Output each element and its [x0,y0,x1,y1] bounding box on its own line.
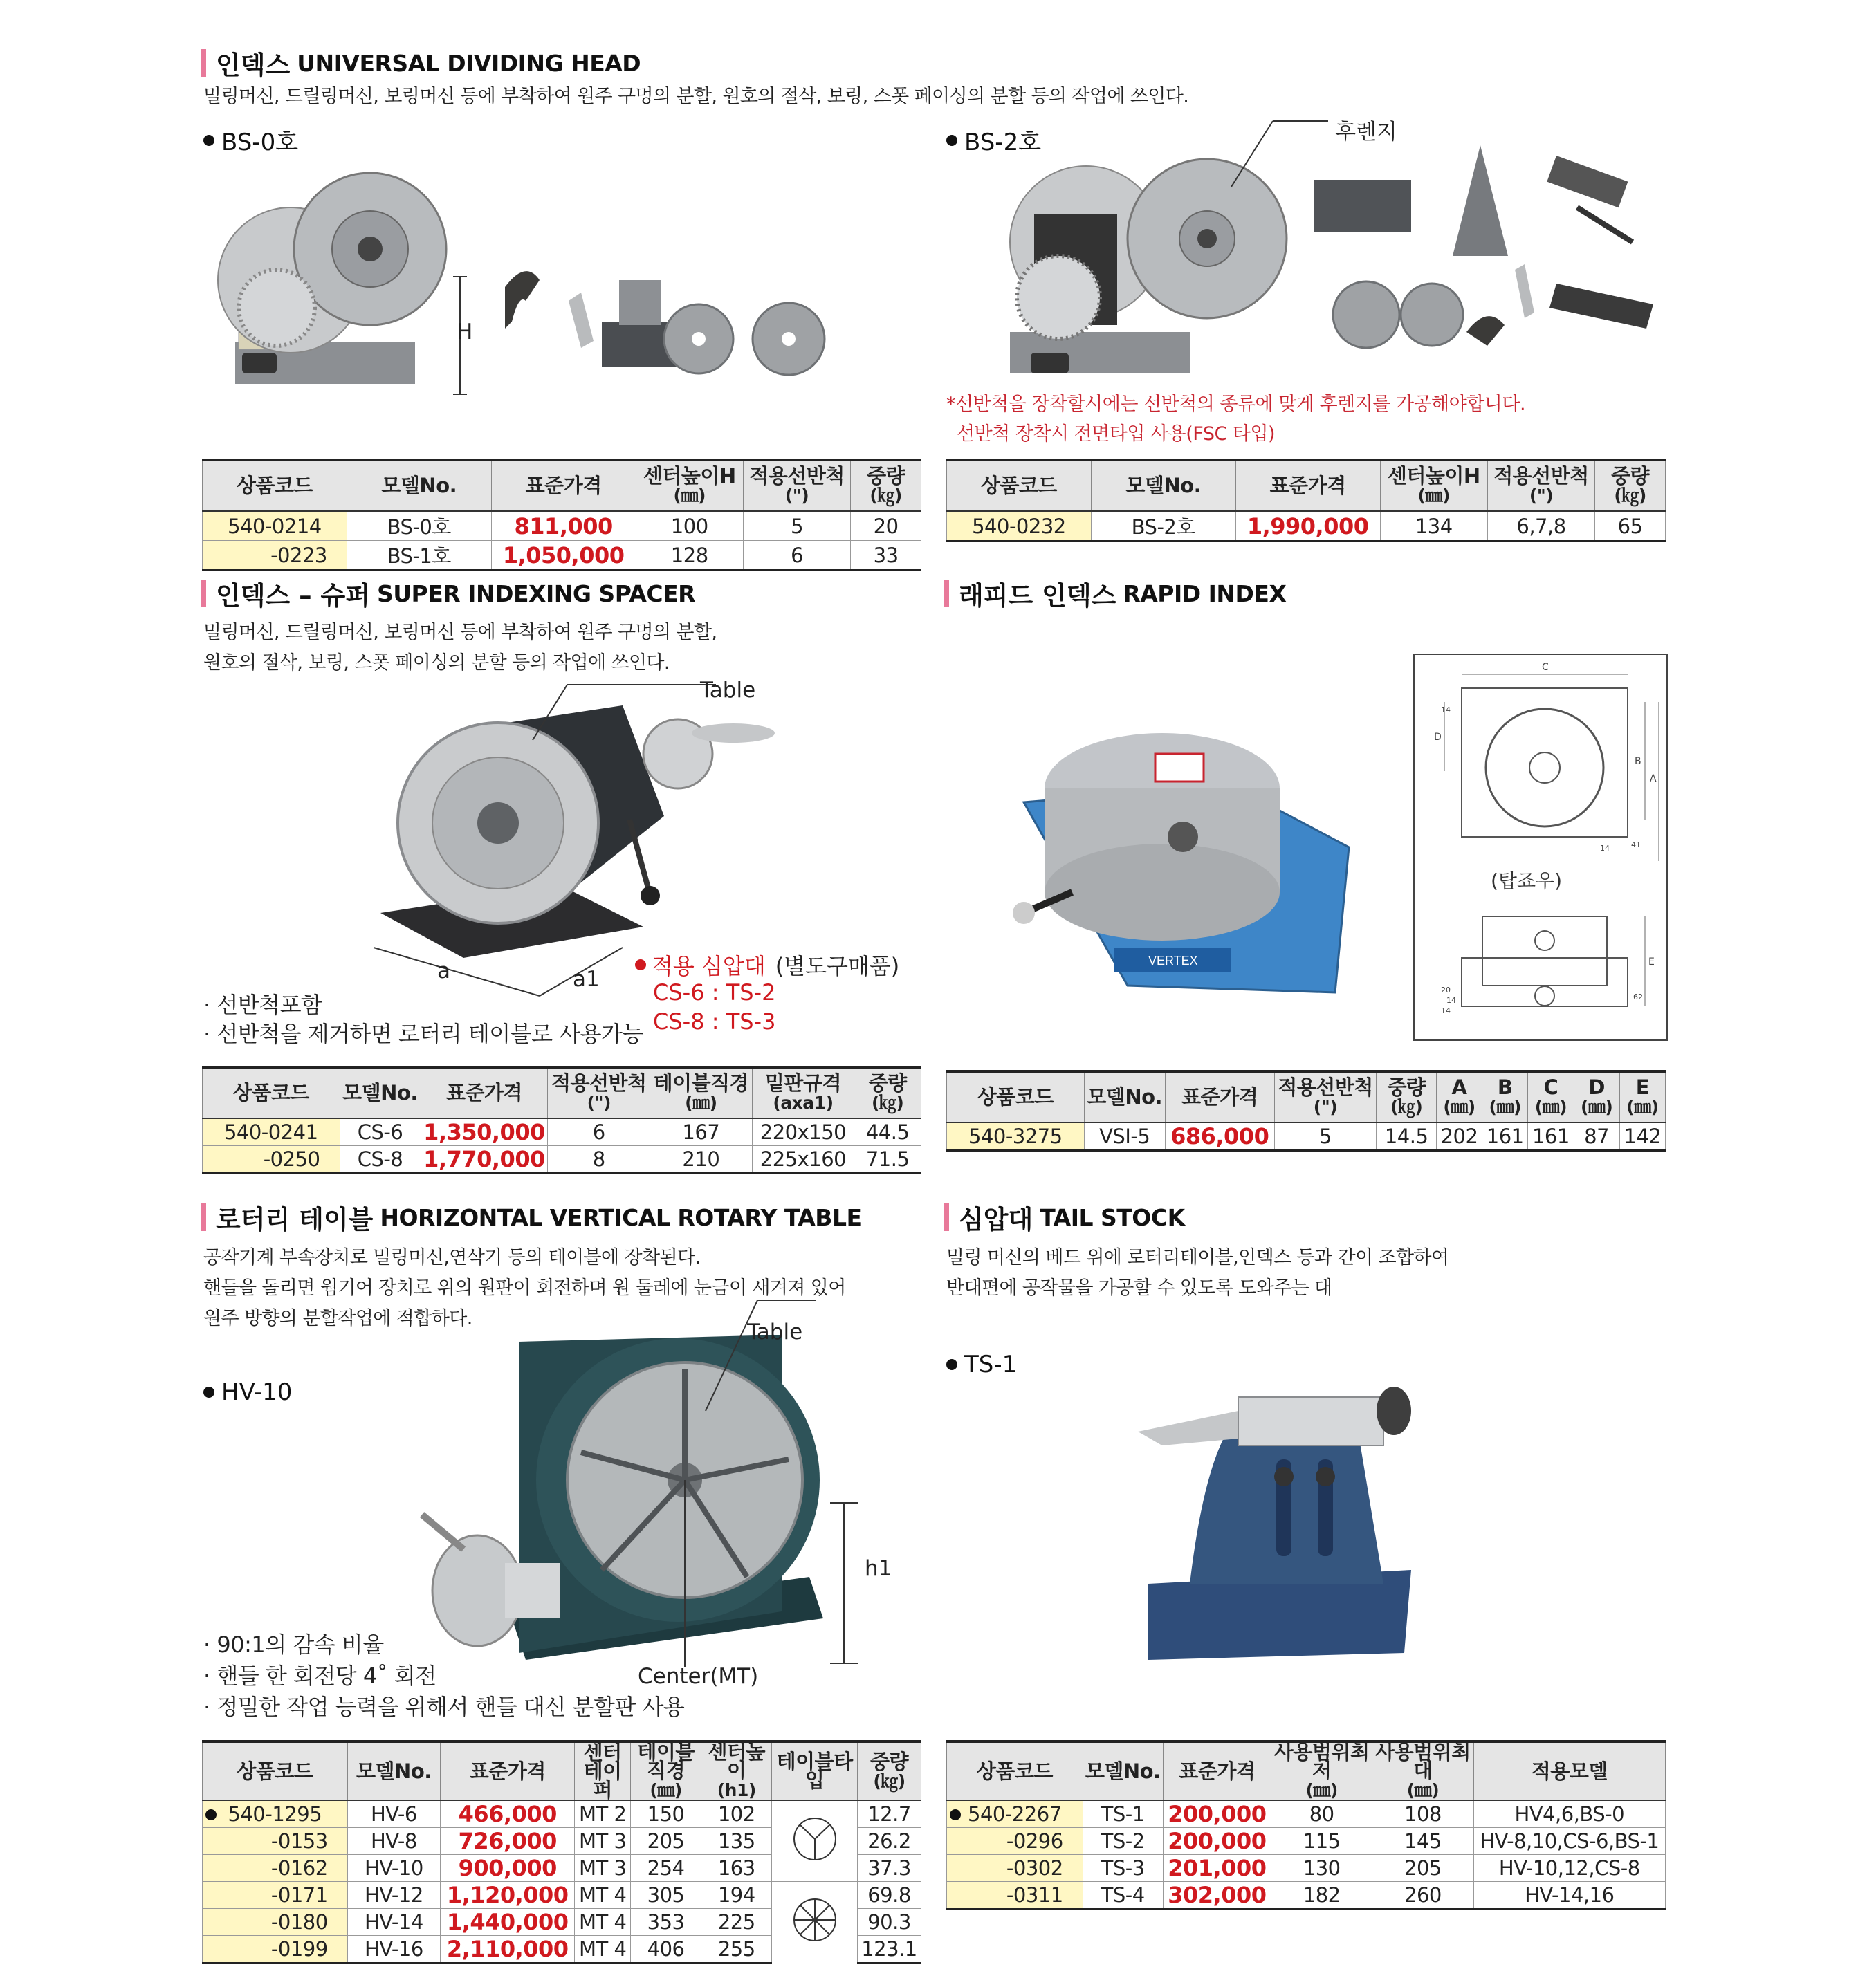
section-description: 밀링 머신의 베드 위에 로터리테이블,인덱스 등과 간이 조합하여 [946,1247,1449,1268]
bullet-dot-icon [950,1809,961,1820]
spec-table-hv: 상품코드 모델No. 표준가격 센터 테이퍼 테이블직경 (㎜) 센터높이 (h1) 테이블타입 중량 (㎏) 540-1295 HV-6 466,000 MT 2 150 102 12.7 -0153 HV-8 726,000 MT 3 205 135 26.2 -0162 HV-10 900,000 MT 3 254 163 37.3 -0171 HV-12 1,120,000 MT 4 305 194 69.8 -0180 HV-14 1,440,000 MT 4 353 225 90.3 -0199 HV-16 2,110,000 MT 4 406 255 123.1 [202,1740,921,1964]
svg-text:A: A [1650,773,1657,784]
quill-housing [1238,1397,1383,1445]
bullet-dot-icon [203,1387,214,1398]
table-row: -0199 HV-16 2,110,000 MT 4 406 255 123.1 [203,1936,921,1963]
index-disc [1401,284,1463,346]
bullet-dot-icon [203,135,214,146]
dim-a-label: a [437,959,450,983]
spec-table-vsi: 상품코드 모델No. 표준가격 적용선반척 (") 중량 (㎏) A (㎜) B (㎜) C (㎜) D (㎜) E (㎜) 540-3275 VSI-5 686,000 5 14.5 202 161 161 87 142 [946,1070,1666,1152]
spec-table-ts: 상품코드 모델No. 표준가격 사용범위최저 (㎜) 사용범위최대 (㎜) 적용모델 540-2267 TS-1 200,000 80 108 HV4,6,BS-0 -0296 TS-2 200,000 115 145 HV-8,10,CS-6,BS-1 -0302 TS-3 201,000 130 205 HV-10,12,CS-8 -0311 TS-4 302,000 182 260 HV-14,16 [946,1740,1666,1910]
tailstock-pair: CS-6 : TS-2 [653,979,776,1006]
title-en: UNIVERSAL DIVIDING HEAD [297,49,641,77]
dividing-head-bs2-image [968,131,1674,394]
th-code: 상품코드 [203,460,347,511]
table-row: -0296 TS-2 200,000 115 145 HV-8,10,CS-6,BS-1 [947,1828,1666,1855]
index-disc [1333,281,1399,348]
table-callout: Table [747,1320,803,1344]
spec-table-bs0 [202,459,921,571]
spec-table-cs: 상품코드 모델No. 표준가격 적용선반척 (") 테이블직경 (㎜) 밑판규격 (axa1) 중량 (㎏) 540-0241 CS-6 1,350,000 6 167 220x150 44.5 -0250 CS-8 1,770,000 8 210 225x160 71.5 [202,1066,921,1174]
svg-text:14: 14 [1600,844,1610,853]
section-title-rapid-index: 래피드 인덱스 RAPID INDEX [944,576,1286,611]
feature-item: · 정밀한 작업 능력을 위해서 핸들 대신 분할판 사용 [203,1694,685,1720]
section-description: 원호의 절삭, 보링, 스폿 페이싱의 분할 등의 작업에 쓰인다. [203,652,670,674]
section-description: 원주 방향의 분할작업에 적합하다. [203,1308,472,1329]
adjust-knob [1377,1387,1411,1435]
dog-clamp [505,271,540,329]
section-description: 핸들을 돌리면 웜기어 장치로 위의 원판이 회전하며 원 둘레에 눈금이 새겨져 있어 [203,1277,846,1299]
svg-text:41: 41 [1631,840,1641,849]
arbor [1547,156,1628,207]
table-row: 540-0241 CS-6 1,350,000 6 167 220x150 44.5 [203,1118,921,1146]
th-chuck: 적용선반척 (") [743,460,850,511]
svg-text:14: 14 [1446,996,1456,1005]
table-row: -0162 HV-10 900,000 MT 3 254 163 37.3 [203,1855,921,1882]
table-row: -0311 TS-4 302,000 182 260 HV-14,16 [947,1882,1666,1910]
table-row: -0302 TS-3 201,000 130 205 HV-10,12,CS-8 [947,1855,1666,1882]
bullet-dot-icon [205,1809,217,1820]
svg-text:62: 62 [1633,992,1643,1001]
vertex-logo [1155,754,1204,782]
index-plate [239,270,315,346]
handle [422,1515,463,1549]
table-type-eight-slot-icon [772,1882,858,1963]
tailstock-pair: CS-8 : TS-3 [653,1008,776,1035]
bullet-dot-icon [946,1359,957,1370]
top-jaw-label: (탑죠우) [1491,869,1562,892]
flange-callout: 후렌지 [1335,120,1397,145]
change-gear-stack [1453,145,1508,256]
tailstock [1314,180,1411,232]
model-label-ts1: TS-1 [946,1351,1017,1378]
svg-text:14: 14 [1441,705,1451,714]
section-title-indexing-spacer: 인덱스 – 슈퍼 SUPER INDEXING SPACER [201,576,695,611]
model-label-hv10: HV-10 [203,1378,292,1406]
feature-item: · 핸들 한 회전당 4˚ 회전 [203,1663,436,1689]
svg-text:14: 14 [1441,1006,1451,1015]
th-model: 모델No. [347,460,491,511]
section-title-tail-stock: 심압대 TAIL STOCK [944,1200,1185,1235]
bullet-dot-icon [635,959,646,970]
center-callout: Center(MT) [638,1664,759,1689]
bullet-dot-icon [946,135,957,146]
table-type-y-slot-icon [772,1800,858,1882]
section-description: 공작기계 부속장치로 밀링머신,연삭기 등의 테이블에 장착된다. [203,1247,701,1268]
th-center-height: 센터높이H (㎜) [636,460,743,511]
technical-drawing [1413,654,1665,1038]
title-ko: 인덱스 [216,50,291,80]
center-point [1515,264,1534,318]
model-label-bs0: BS-0호 [203,123,298,157]
title-bar [201,49,206,77]
clamp-bracket [1549,284,1653,329]
note-line-1: *선반척을 장착할시에는 선반척의 종류에 맞게 후렌지를 가공해야합니다. [946,394,1526,415]
spec-table-bs2: 상품코드 모델No. 표준가격 센터높이H (㎜) 적용선반척 (") 중량 (㎏) 540-0232 BS-2호 1,990,000 134 6,7,8 65 [946,459,1666,542]
table-row: -0223 BS-1호 1,050,000 128 6 33 [203,541,921,571]
tailstock-note-title: 적용 심압대 (별도구매품) [635,949,899,981]
th-price: 표준가격 [491,460,636,511]
crank-handle [1031,353,1069,373]
table-callout: Table [700,678,756,703]
th-weight: 중량 (㎏) [851,460,921,511]
feature-item: · 선반척을 제거하면 로터리 테이블로 사용가능 [203,1021,643,1047]
svg-text:B: B [1635,756,1642,767]
dim-a1-label: a1 [573,967,600,992]
center-point [569,293,594,348]
table-row: -0250 CS-8 1,770,000 8 210 225x160 71.5 [203,1146,921,1174]
dim-h1-label: h1 [865,1556,892,1581]
svg-text:D: D [1434,732,1442,743]
index-plate [1017,256,1100,339]
table-row: -0171 HV-12 1,120,000 MT 4 305 194 69.8 [203,1882,921,1909]
crank-handle [242,353,277,373]
section-description: 반대편에 공작물을 가공할 수 있도록 도와주는 대 [946,1277,1332,1299]
svg-text:20: 20 [1441,986,1451,995]
table-row: 540-0214 BS-0호 811,000 100 5 20 [203,511,921,541]
svg-text:C: C [1542,662,1549,673]
table-row: 540-3275 VSI-5 686,000 5 14.5 202 161 161 87 142 [947,1122,1666,1151]
dim-h-label: H [457,320,473,344]
note-line-2: 선반척 장착시 전면타입 사용(FSC 타입) [957,423,1276,445]
rotary-table-image [374,1314,913,1674]
dividing-head-bs0-image [228,149,823,412]
feature-item: · 90:1의 감속 비율 [203,1632,384,1658]
nameplate-brand: VERTEX [1148,954,1198,968]
tail-stock-image [1121,1356,1439,1660]
dial-collar [505,1563,560,1618]
section-description: 밀링머신, 드릴링머신, 보링머신 등에 부착하여 원주 구멍의 분할, 원호의 절삭, 보링, 스폿 페이싱의 분할 등의 작업에 쓰인다. [203,86,1189,107]
dog-clamp [1466,316,1505,346]
table-row: 540-1295 HV-6 466,000 MT 2 150 102 12.7 [203,1800,921,1828]
table-row: -0180 HV-14 1,440,000 MT 4 353 225 90.3 [203,1909,921,1936]
rapid-index-image [1017,685,1349,1003]
section-description: 밀링머신, 드릴링머신, 보링머신 등에 부착하여 원주 구멍의 분할, [203,622,717,643]
table-row: 540-0232 BS-2호 1,990,000 134 6,7,8 65 [947,511,1666,542]
svg-text:E: E [1648,956,1655,968]
table-row: 540-2267 TS-1 200,000 80 108 HV4,6,BS-0 [947,1800,1666,1828]
feature-item: · 선반척포함 [203,992,322,1018]
section-title-rotary-table: 로터리 테이블 HORIZONTAL VERTICAL ROTARY TABLE [201,1200,862,1235]
table-row: -0153 HV-8 726,000 MT 3 205 135 26.2 [203,1828,921,1855]
section-title-dividing-head [201,46,641,80]
model-label-bs2: BS-2호 [946,123,1041,157]
